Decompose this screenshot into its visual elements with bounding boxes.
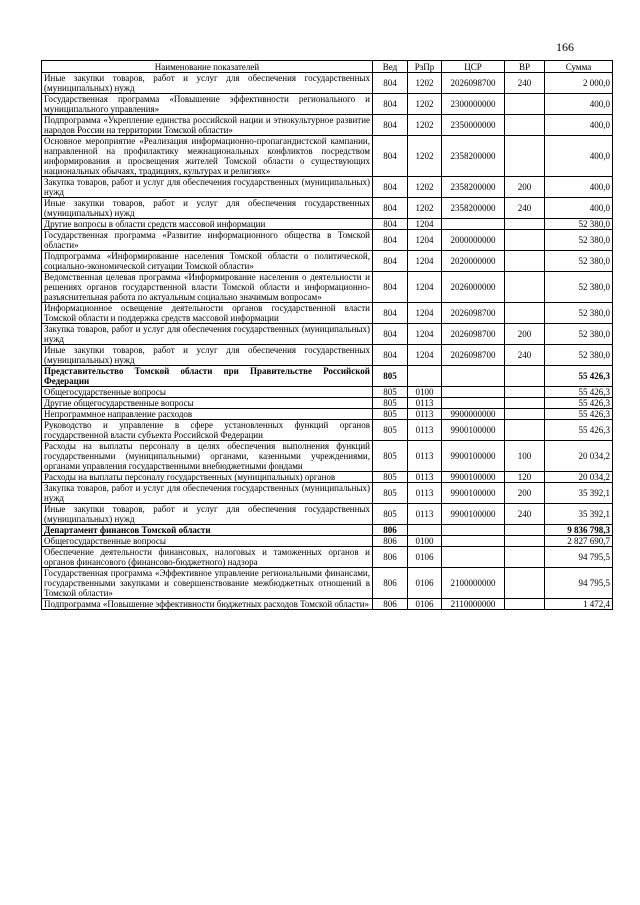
table-row	[42, 136, 613, 177]
cell-vr	[505, 387, 545, 398]
cell-ved: 804	[373, 303, 408, 324]
cell-ved: 804	[373, 94, 408, 115]
cell-rzpr: 1204	[408, 345, 442, 366]
cell-name: Информационное освещение деятельности органов государственной власти Томской области и поддержка средств массовой информации	[42, 303, 373, 324]
cell-vr	[505, 525, 545, 536]
cell-csr	[442, 387, 505, 398]
cell-ved: 805	[373, 366, 408, 387]
cell-csr: 9900100000	[442, 472, 505, 483]
cell-sum: 35 392,1	[545, 504, 613, 525]
cell-sum: 52 380,0	[545, 272, 613, 303]
cell-rzpr: 0100	[408, 536, 442, 547]
cell-csr: 2110000000	[442, 599, 505, 610]
cell-name: Государственная программа «Развитие информационного общества в Томской области»	[42, 230, 373, 251]
cell-ved: 806	[373, 599, 408, 610]
cell-name: Непрограммное направление расходов	[42, 409, 373, 420]
cell-name: Закупка товаров, работ и услуг для обеспечения государственных (муниципальных) нужд	[42, 324, 373, 345]
cell-csr: 2026098700	[442, 73, 505, 94]
cell-sum: 1 472,4	[545, 599, 613, 610]
cell-csr: 2026098700	[442, 324, 505, 345]
cell-name: Иные закупки товаров, работ и услуг для обеспечения государственных (муниципальных) нужд	[42, 345, 373, 366]
cell-ved: 805	[373, 504, 408, 525]
cell-rzpr: 1204	[408, 324, 442, 345]
cell-sum: 55 426,3	[545, 387, 613, 398]
table-row	[42, 366, 613, 387]
table-row	[42, 420, 613, 441]
table-row	[42, 303, 613, 324]
cell-vr	[505, 230, 545, 251]
page-number: 166	[556, 40, 574, 54]
cell-csr	[442, 525, 505, 536]
cell-name: Подпрограмма «Информирование населения Томской области о политической, социально-экономической ситуации Томской области»	[42, 251, 373, 272]
table-row	[42, 73, 613, 94]
cell-name: Подпрограмма «Повышение эффективности бюджетных расходов Томской области»	[42, 599, 373, 610]
cell-name: Закупка товаров, работ и услуг для обеспечения государственных (муниципальных) нужд	[42, 177, 373, 198]
cell-sum: 20 034,2	[545, 472, 613, 483]
table-row	[42, 483, 613, 504]
cell-ved: 804	[373, 272, 408, 303]
cell-rzpr: 0113	[408, 441, 442, 472]
cell-vr	[505, 115, 545, 136]
cell-rzpr: 0106	[408, 599, 442, 610]
cell-sum: 52 380,0	[545, 230, 613, 251]
cell-name: Другие вопросы в области средств массовой информации	[42, 219, 373, 230]
table-row	[42, 568, 613, 599]
cell-sum: 35 392,1	[545, 483, 613, 504]
cell-rzpr: 1204	[408, 251, 442, 272]
cell-sum: 2 827 690,7	[545, 536, 613, 547]
table-row	[42, 547, 613, 568]
cell-ved: 805	[373, 387, 408, 398]
table-row	[42, 398, 613, 409]
cell-sum: 55 426,3	[545, 409, 613, 420]
cell-csr: 2020000000	[442, 251, 505, 272]
cell-sum: 400,0	[545, 136, 613, 177]
cell-ved: 806	[373, 547, 408, 568]
cell-rzpr: 1204	[408, 303, 442, 324]
table-row	[42, 272, 613, 303]
cell-vr	[505, 420, 545, 441]
cell-vr	[505, 568, 545, 599]
cell-rzpr: 0106	[408, 568, 442, 599]
cell-csr: 9900000000	[442, 409, 505, 420]
cell-rzpr: 0113	[408, 504, 442, 525]
cell-sum: 52 380,0	[545, 324, 613, 345]
cell-name: Основное мероприятие «Реализация информационно-пропагандистской кампании, направленной на профилактику межнациональных конфликтов посредством информирования и просвещения жителей Томской области о существующих национальных обычаях, традициях, культурах и религиях»	[42, 136, 373, 177]
cell-sum: 400,0	[545, 198, 613, 219]
cell-name: Государственная программа «Эффективное управление региональными финансами, государственными закупками и совершенствование межбюджетных отношений в Томской области»	[42, 568, 373, 599]
table-row	[42, 230, 613, 251]
cell-sum: 94 795,5	[545, 547, 613, 568]
table-body	[42, 73, 613, 610]
table-row	[42, 115, 613, 136]
cell-sum: 52 380,0	[545, 219, 613, 230]
cell-csr	[442, 536, 505, 547]
cell-rzpr: 1204	[408, 272, 442, 303]
cell-csr: 2026000000	[442, 272, 505, 303]
table-row	[42, 324, 613, 345]
table-row	[42, 441, 613, 472]
cell-csr: 2300000000	[442, 94, 505, 115]
cell-vr	[505, 251, 545, 272]
table-row	[42, 198, 613, 219]
cell-sum: 52 380,0	[545, 345, 613, 366]
table-header-row	[42, 61, 613, 73]
cell-name: Ведомственная целевая программа «Информирование населения о деятельности и решениях органов государственной власти Томской области и информационно-разъяснительная работа по актуальным социально значимым вопросам»	[42, 272, 373, 303]
header-rzpr: РзПр	[408, 61, 442, 73]
cell-vr	[505, 409, 545, 420]
cell-vr	[505, 219, 545, 230]
cell-rzpr: 0100	[408, 387, 442, 398]
cell-name: Другие общегосударственные вопросы	[42, 398, 373, 409]
cell-name: Департамент финансов Томской области	[42, 525, 373, 536]
cell-csr	[442, 398, 505, 409]
cell-sum: 9 836 798,3	[545, 525, 613, 536]
cell-ved: 805	[373, 472, 408, 483]
cell-ved: 804	[373, 230, 408, 251]
cell-vr: 240	[505, 345, 545, 366]
cell-csr: 2350000000	[442, 115, 505, 136]
cell-rzpr: 0106	[408, 547, 442, 568]
cell-vr: 200	[505, 324, 545, 345]
cell-vr	[505, 398, 545, 409]
cell-name: Расходы на выплаты персоналу в целях обеспечения выполнения функций государственными (муниципальными) органами, казенными учреждениями, органами управления государственными внебюджетными фондами	[42, 441, 373, 472]
cell-name: Руководство и управление в сфере установленных функций органов государственной власти субъекта Российской Федерации	[42, 420, 373, 441]
cell-ved: 804	[373, 136, 408, 177]
cell-vr	[505, 547, 545, 568]
cell-sum: 2 000,0	[545, 73, 613, 94]
cell-sum: 400,0	[545, 177, 613, 198]
cell-name: Государственная программа «Повышение эффективности регионального и муниципального управления»	[42, 94, 373, 115]
cell-rzpr: 0113	[408, 472, 442, 483]
cell-ved: 804	[373, 219, 408, 230]
cell-vr: 200	[505, 483, 545, 504]
cell-name: Иные закупки товаров, работ и услуг для обеспечения государственных (муниципальных) нужд	[42, 198, 373, 219]
cell-csr: 2000000000	[442, 230, 505, 251]
header-ved: Вед	[373, 61, 408, 73]
cell-csr: 2100000000	[442, 568, 505, 599]
table-row	[42, 472, 613, 483]
cell-vr	[505, 536, 545, 547]
header-vr: ВР	[505, 61, 545, 73]
cell-rzpr: 1202	[408, 177, 442, 198]
cell-name: Представительство Томской области при Правительстве Российской Федерации	[42, 366, 373, 387]
cell-ved: 805	[373, 483, 408, 504]
cell-csr	[442, 366, 505, 387]
cell-sum: 55 426,3	[545, 398, 613, 409]
header-name: Наименование показателей	[42, 61, 373, 73]
cell-rzpr: 1202	[408, 115, 442, 136]
cell-rzpr: 0113	[408, 420, 442, 441]
cell-vr	[505, 599, 545, 610]
cell-ved: 806	[373, 536, 408, 547]
cell-rzpr: 1202	[408, 136, 442, 177]
table-row	[42, 536, 613, 547]
cell-name: Иные закупки товаров, работ и услуг для обеспечения государственных (муниципальных) нужд	[42, 504, 373, 525]
cell-rzpr: 1202	[408, 198, 442, 219]
cell-rzpr: 1204	[408, 230, 442, 251]
cell-sum: 55 426,3	[545, 366, 613, 387]
cell-ved: 805	[373, 420, 408, 441]
cell-name: Общегосударственные вопросы	[42, 387, 373, 398]
cell-ved: 804	[373, 324, 408, 345]
table-row	[42, 599, 613, 610]
cell-ved: 804	[373, 115, 408, 136]
cell-sum: 400,0	[545, 94, 613, 115]
header-csr: ЦСР	[442, 61, 505, 73]
cell-rzpr: 0113	[408, 483, 442, 504]
cell-vr: 240	[505, 504, 545, 525]
cell-rzpr	[408, 525, 442, 536]
cell-csr: 9900100000	[442, 504, 505, 525]
cell-rzpr: 1202	[408, 94, 442, 115]
cell-vr	[505, 272, 545, 303]
cell-rzpr: 0113	[408, 398, 442, 409]
cell-csr	[442, 219, 505, 230]
cell-ved: 804	[373, 345, 408, 366]
cell-ved: 805	[373, 398, 408, 409]
cell-rzpr	[408, 366, 442, 387]
cell-name: Расходы на выплаты персоналу государственных (муниципальных) органов	[42, 472, 373, 483]
cell-csr: 2358200000	[442, 177, 505, 198]
cell-vr	[505, 94, 545, 115]
cell-ved: 806	[373, 525, 408, 536]
cell-sum: 55 426,3	[545, 420, 613, 441]
cell-csr: 9900100000	[442, 483, 505, 504]
table-row	[42, 525, 613, 536]
cell-vr: 100	[505, 441, 545, 472]
cell-name: Общегосударственные вопросы	[42, 536, 373, 547]
cell-vr: 120	[505, 472, 545, 483]
cell-ved: 804	[373, 73, 408, 94]
cell-csr: 9900100000	[442, 420, 505, 441]
table-row	[42, 504, 613, 525]
cell-name: Подпрограмма «Укрепление единства российской нации и этнокультурное развитие народов России на территории Томской области»	[42, 115, 373, 136]
table-row	[42, 345, 613, 366]
cell-vr	[505, 303, 545, 324]
cell-csr: 9900100000	[442, 441, 505, 472]
cell-vr	[505, 136, 545, 177]
cell-sum: 400,0	[545, 115, 613, 136]
table-row	[42, 94, 613, 115]
cell-ved: 805	[373, 409, 408, 420]
cell-name: Закупка товаров, работ и услуг для обеспечения государственных (муниципальных) нужд	[42, 483, 373, 504]
cell-name: Иные закупки товаров, работ и услуг для обеспечения государственных (муниципальных) нужд	[42, 73, 373, 94]
cell-sum: 52 380,0	[545, 251, 613, 272]
cell-ved: 804	[373, 198, 408, 219]
cell-ved: 804	[373, 251, 408, 272]
cell-sum: 52 380,0	[545, 303, 613, 324]
cell-vr: 200	[505, 177, 545, 198]
cell-vr: 240	[505, 198, 545, 219]
cell-csr	[442, 547, 505, 568]
budget-table	[41, 60, 613, 610]
cell-csr: 2026098700	[442, 345, 505, 366]
cell-vr	[505, 366, 545, 387]
cell-csr: 2358200000	[442, 136, 505, 177]
table-row	[42, 251, 613, 272]
cell-ved: 804	[373, 177, 408, 198]
cell-csr: 2358200000	[442, 198, 505, 219]
cell-rzpr: 1204	[408, 219, 442, 230]
table-row	[42, 219, 613, 230]
header-sum: Сумма	[545, 61, 613, 73]
cell-ved: 806	[373, 568, 408, 599]
cell-name: Обеспечение деятельности финансовых, налоговых и таможенных органов и органов финансового (финансово-бюджетного) надзора	[42, 547, 373, 568]
cell-vr: 240	[505, 73, 545, 94]
cell-ved: 805	[373, 441, 408, 472]
table-row	[42, 387, 613, 398]
cell-rzpr: 1202	[408, 73, 442, 94]
cell-csr: 2026098700	[442, 303, 505, 324]
cell-rzpr: 0113	[408, 409, 442, 420]
cell-sum: 94 795,5	[545, 568, 613, 599]
table-row	[42, 409, 613, 420]
cell-sum: 20 034,2	[545, 441, 613, 472]
table-row	[42, 177, 613, 198]
